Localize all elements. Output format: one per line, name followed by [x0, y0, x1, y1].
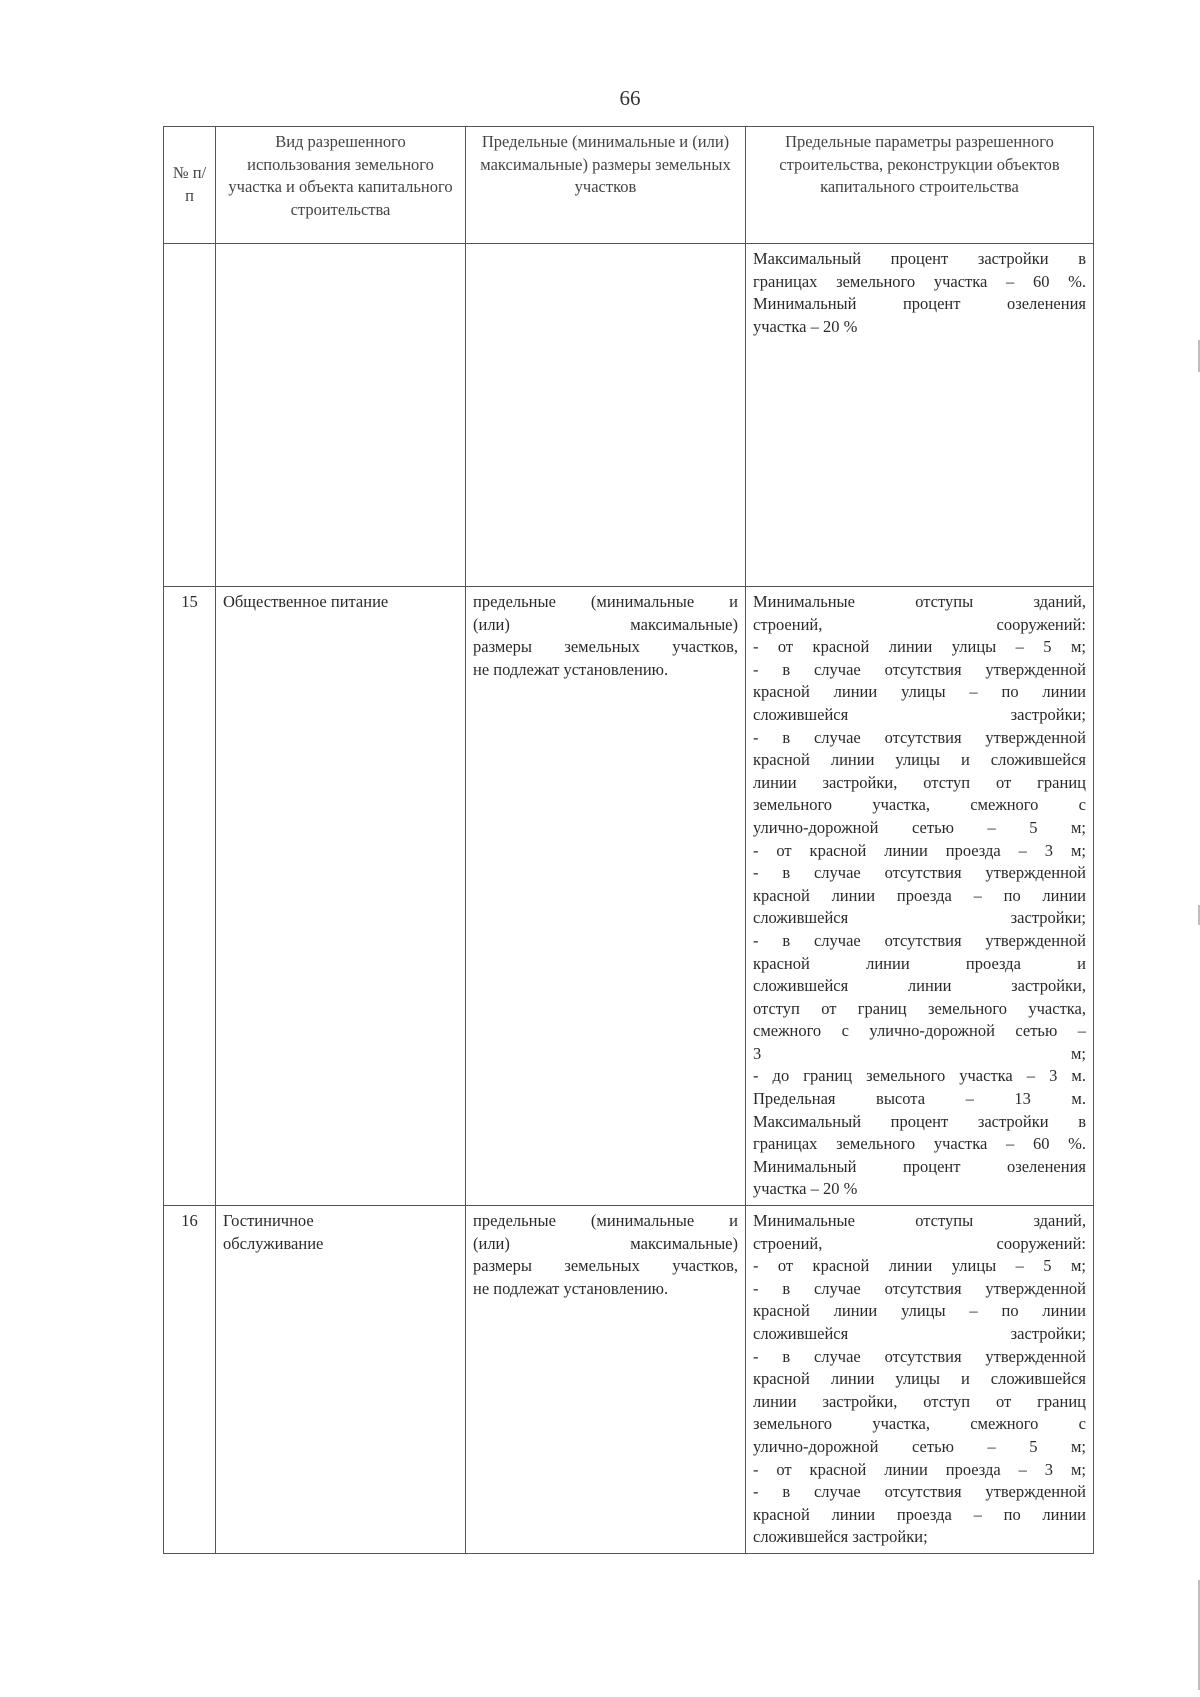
- row-number: 16: [164, 1206, 216, 1554]
- cell-text-line: Предельная высота – 13 м.: [753, 1089, 1086, 1109]
- cell-text-line: сложившейся застройки;: [753, 1527, 928, 1547]
- regulations-table: [163, 126, 1094, 1554]
- cell-text-line: границах земельного участка – 60 %.: [753, 1134, 1086, 1154]
- table-row: [164, 244, 1094, 587]
- header-number: № п/п: [164, 127, 216, 244]
- cell-text-line: предельные (минимальные и: [473, 592, 738, 611]
- row-plot-sizes: [466, 587, 746, 1206]
- cell-text-line: линии застройки, отступ от границ: [753, 1391, 1086, 1411]
- table-row: [164, 587, 1094, 1206]
- cell-text-line: - в случае отсутствия утвержденной: [753, 1278, 1086, 1298]
- cell-text-line: - от красной линии проезда – 3 м;: [753, 840, 1086, 860]
- row-number: 15: [164, 587, 216, 1206]
- cell-text-line: обслуживание: [223, 1233, 324, 1253]
- cell-text-line: - от красной линии проезда – 3 м;: [753, 1459, 1086, 1479]
- cell-text-line: - в случае отсутствия утвержденной: [753, 659, 1086, 679]
- cell-text-line: красной линии проезда и: [753, 953, 1086, 973]
- cell-text-line: участка – 20 %: [753, 1179, 858, 1199]
- row-plot-sizes: [466, 1206, 746, 1554]
- cell-text-line: земельного участка, смежного с: [753, 1414, 1086, 1434]
- cell-text-line: красной линии улицы – по линии: [753, 1301, 1086, 1321]
- cell-text-line: земельного участка, смежного с: [753, 795, 1086, 815]
- header-permitted-use: Вид разрешенного использования земельного участка и объекта капитального строительства: [216, 127, 466, 244]
- cell-text-line: - в случае отсутствия утвержденной: [753, 930, 1086, 950]
- cell-text-line: строений, сооружений:: [753, 1233, 1086, 1253]
- row-number: [164, 244, 216, 587]
- cell-text-line: строений, сооружений:: [753, 614, 1086, 634]
- cell-text-line: сложившейся застройки;: [753, 1324, 1086, 1343]
- cell-text-line: - до границ земельного участка – 3 м.: [753, 1066, 1086, 1086]
- cell-text-line: Минимальный процент озеленения: [753, 294, 1086, 314]
- cell-text-line: красной линии улицы и сложившейся: [753, 1369, 1086, 1389]
- cell-text-line: не подлежат установлению.: [473, 659, 669, 679]
- cell-text-line: Гостиничное: [223, 1211, 314, 1231]
- cell-text-line: сложившейся линии застройки,: [753, 976, 1086, 996]
- cell-text-line: красной линии улицы – по линии: [753, 682, 1086, 702]
- cell-text-line: Минимальные отступы зданий,: [753, 1211, 1086, 1231]
- cell-text-line: границах земельного участка – 60 %.: [753, 271, 1086, 291]
- cell-text-line: - от красной линии улицы – 5 м;: [753, 637, 1086, 657]
- cell-text-line: Максимальный процент застройки в: [753, 249, 1086, 268]
- cell-text-line: размеры земельных участков,: [473, 1256, 738, 1276]
- cell-text-line: смежного с улично-дорожной сетью –: [753, 1021, 1086, 1041]
- row-parameters: [746, 587, 1094, 1206]
- row-permitted-use: [216, 244, 466, 587]
- cell-text-line: размеры земельных участков,: [473, 637, 738, 657]
- cell-text-line: - от красной линии улицы – 5 м;: [753, 1256, 1086, 1276]
- cell-text-line: Минимальный процент озеленения: [753, 1156, 1086, 1176]
- cell-text-line: - в случае отсутствия утвержденной: [753, 863, 1086, 883]
- cell-text-line: участка – 20 %: [753, 316, 858, 336]
- cell-text-line: - в случае отсутствия утвержденной: [753, 1482, 1086, 1502]
- cell-text-line: Максимальный процент застройки в: [753, 1111, 1086, 1131]
- cell-text-line: - в случае отсутствия утвержденной: [753, 1346, 1086, 1366]
- header-construction-parameters: Предельные параметры разрешенного строительства, реконструкции объектов капитального строительства: [746, 127, 1094, 244]
- cell-text-line: не подлежат установлению.: [473, 1278, 669, 1298]
- cell-text-line: (или) максимальные): [473, 614, 738, 634]
- cell-text-line: сложившейся застройки;: [753, 704, 1086, 724]
- cell-text-line: 3 м;: [753, 1043, 1086, 1063]
- cell-text-line: улично-дорожной сетью – 5 м;: [753, 1436, 1086, 1456]
- cell-text-line: улично-дорожной сетью – 5 м;: [753, 817, 1086, 837]
- cell-text-line: отступ от границ земельного участка,: [753, 998, 1086, 1018]
- cell-text-line: красной линии улицы и сложившейся: [753, 750, 1086, 770]
- row-permitted-use: [216, 1206, 466, 1554]
- cell-text-line: предельные (минимальные и: [473, 1211, 738, 1231]
- row-parameters: [746, 1206, 1094, 1554]
- cell-text-line: красной линии проезда – по линии: [753, 885, 1086, 905]
- cell-text-line: красной линии проезда – по линии: [753, 1504, 1086, 1524]
- table-row: [164, 1206, 1094, 1554]
- table-header-row: [164, 127, 1094, 244]
- cell-text-line: Минимальные отступы зданий,: [753, 592, 1086, 611]
- cell-text-line: (или) максимальные): [473, 1233, 738, 1253]
- cell-text-line: - в случае отсутствия утвержденной: [753, 727, 1086, 747]
- row-plot-sizes: [466, 244, 746, 587]
- header-plot-sizes: Предельные (минимальные и (или) максимальные) размеры земельных участков: [466, 127, 746, 244]
- row-parameters: [746, 244, 1094, 587]
- row-permitted-use: Общественное питание: [216, 587, 466, 1206]
- page-number: 66: [619, 86, 641, 110]
- cell-text-line: линии застройки, отступ от границ: [753, 772, 1086, 792]
- cell-text-line: сложившейся застройки;: [753, 908, 1086, 928]
